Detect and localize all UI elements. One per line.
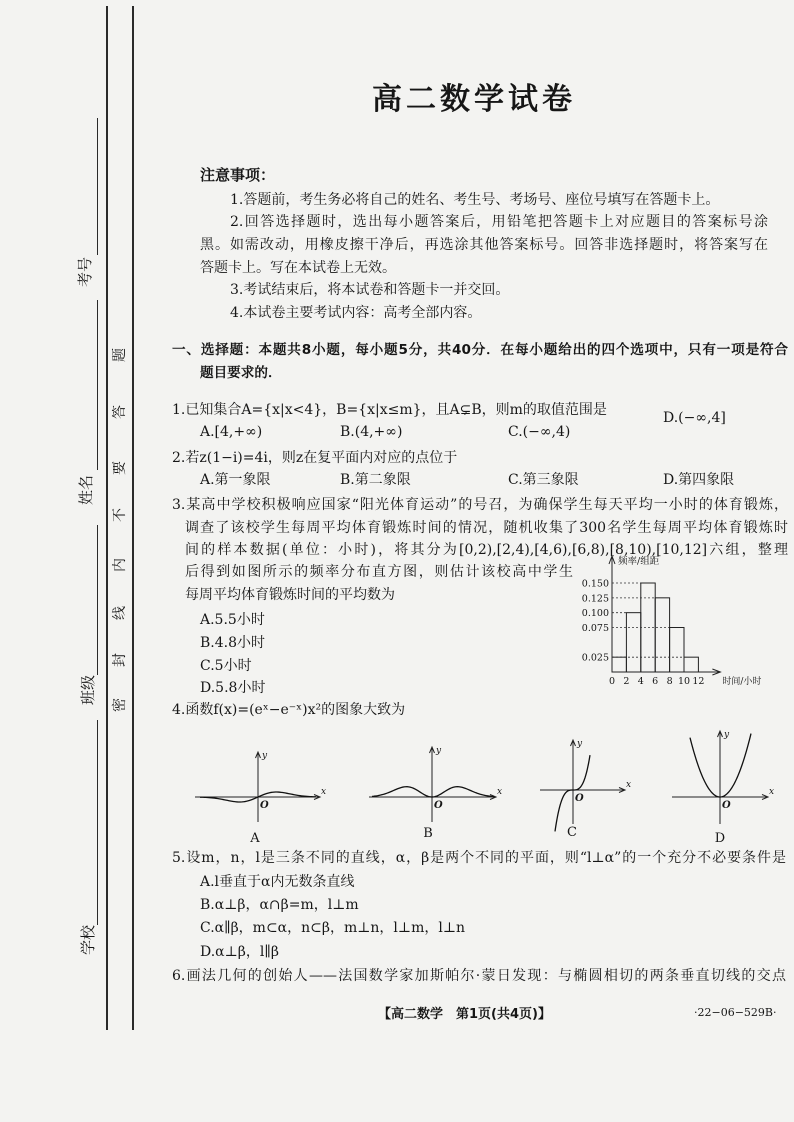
y-tick-label: 0.150 [581,578,609,590]
exam-no-underline [97,118,98,255]
x-tick-label: 6 [652,676,659,687]
q5-option-b: B.α⊥β，α∩β=m，l⊥m [200,897,359,913]
section-heading: 一、选择题：本题共8小题，每小题5分，共40分．在每小题给出的四个选项中，只有一项是符合 [172,342,788,358]
q3-stem-line: 后得到如图所示的频率分布直方图，则估计该校高中学生 [185,564,573,580]
graph-c-origin-label: O [575,793,584,804]
graph-a-x-label: x [321,787,327,797]
name-label: 姓名 [77,475,95,506]
q2-option-c: C.第三象限 [508,472,579,488]
x-tick-label: 2 [623,676,630,687]
school-label: 学校 [79,925,97,956]
q3-option-c: C.5小时 [200,658,252,674]
q2-option-d: D.第四象限 [663,472,735,488]
histogram-bar [670,628,684,672]
q3-stem-line: 3.某高中学校积极响应国家“阳光体育运动”的号召，为确保学生每天平均一小时的体育锻炼， [172,497,788,513]
seal-char: 答 [112,405,128,419]
q2-stem: 2.若z(1−i)=4i，则z在复平面内对应的点位于 [172,450,458,466]
q3-stem-line: 每周平均体育锻炼时间的平均数为 [185,587,395,603]
y-axis-label: 频率/组距 [618,556,660,567]
graph-option-label-a: A [250,831,260,846]
seal-char: 密 [112,698,128,712]
q5-stem: 5.设m，n，l是三条不同的直线，α，β是两个不同的平面，则“l⊥α”的一个充分不必要条件是 [172,850,786,866]
y-tick-label: 0.125 [581,593,609,605]
q3-stem-line: 调查了该校学生每周平均体育锻炼时间的情况，随机收集了300名学生每周平均体育锻炼时 [185,520,788,536]
graph-b-origin-label: O [434,800,443,811]
q1-option-b: B.(4,+∞) [340,424,403,440]
seal-char: 封 [112,653,128,667]
notice-heading: 注意事项： [200,166,276,184]
section-heading-cont: 题目要求的． [200,365,282,381]
exam-no-label: 考号 [76,257,94,288]
seal-char: 不 [112,508,128,522]
seal-char: 题 [112,348,128,362]
histogram-bar [684,657,698,672]
seal-char: 线 [112,606,128,620]
y-tick-label: 0.025 [581,652,609,664]
name-underline [97,300,98,470]
notice-line: 2.回答选择题时，选出每小题答案后，用铅笔把答题卡上对应题目的答案标号涂 [230,214,768,230]
q5-option-a: A.l垂直于α内无数条直线 [200,874,355,890]
graph-d-origin-label: O [722,800,731,811]
school-underline [97,720,98,925]
y-tick-label: 0.075 [581,623,609,635]
y-tick-label: 0.100 [581,608,609,620]
histogram-bar [655,598,669,672]
q4-stem: 4.函数f(x)=(eˣ−e⁻ˣ)x²的图象大致为 [172,702,406,718]
x-tick-label: 0 [608,676,616,687]
class-label: 班级 [79,675,97,706]
q3-option-b: B.4.8小时 [200,635,266,651]
x-axis-label: 时间/小时 [722,677,762,687]
q1-stem: 1.已知集合A={x|x<4}，B={x|x≤m}，且A⊊B，则m的取值范围是 [172,402,607,418]
q6-stem: 6.画法几何的创始人——法国数学家加斯帕尔·蒙日发现：与椭圆相切的两条垂直切线的交点 [172,968,786,984]
graph-b-x-label: x [497,787,503,797]
graph-c-x-label: x [626,780,632,790]
x-tick-label: 8 [666,676,673,687]
q2-option-b: B.第二象限 [340,472,411,488]
histogram-bar [612,657,626,672]
q1-option-a: A.[4,+∞) [200,424,263,440]
graph-d-y-label: y [724,730,730,740]
x-tick-label: 10 [677,676,691,687]
graph-b-y-label: y [436,746,442,756]
binding-line-outer [106,6,108,1030]
notice-line: 4.本试卷主要考试内容：高考全部内容。 [230,305,482,321]
q2-option-a: A.第一象限 [200,472,271,488]
graph-c-y-label: y [577,739,583,749]
q3-option-a: A.5.5小时 [200,612,265,628]
q1-option-d: D.(−∞,4] [663,410,726,426]
q3-stem-line: 间的样本数据(单位：小时)，将其分为[0,2),[2,4),[4,6),[6,8),[8,10),[10,12]六组，整理 [185,542,788,558]
graph-option-label-c: C [567,825,577,840]
q5-option-c: C.α∥β，m⊂α，n⊂β，m⊥n，l⊥m，l⊥n [200,920,466,936]
graph-a-origin-label: O [260,800,269,811]
class-underline [97,525,98,675]
q1-option-c: C.(−∞,4) [508,424,571,440]
graph-option-label-b: B [423,826,433,841]
notice-line: 答题卡上。写在本试卷上无效。 [200,260,396,276]
footer-page-label: 【高二数学 第1页(共4页)】 [378,1007,551,1022]
graph-d-x-label: x [769,787,775,797]
graph-a-y-label: y [262,751,268,761]
q3-option-d: D.5.8小时 [200,680,266,696]
seal-char: 要 [112,461,128,475]
histogram-bar [626,613,640,672]
x-tick-label: 4 [637,676,644,687]
footer-code: ·22−06−529B· [694,1006,777,1019]
binding-line-inner [132,6,134,1030]
x-tick-label: 12 [692,676,705,687]
seal-char: 内 [112,558,128,572]
notice-line: 3.考试结束后，将本试卷和答题卡一并交回。 [230,282,510,298]
frequency-histogram [575,553,790,693]
q5-option-d: D.α⊥β，l∥β [200,944,279,960]
graph-option-label-d: D [714,831,726,846]
page-title: 高二数学试卷 [372,82,576,117]
q4-graph-options [180,722,790,850]
notice-line: 黑。如需改动，用橡皮擦干净后，再选涂其他答案标号。回答非选择题时，将答案写在 [200,237,768,253]
notice-line: 1.答题前，考生务必将自己的姓名、考生号、考场号、座位号填写在答题卡上。 [230,192,720,208]
graph-b-curve [372,787,494,797]
